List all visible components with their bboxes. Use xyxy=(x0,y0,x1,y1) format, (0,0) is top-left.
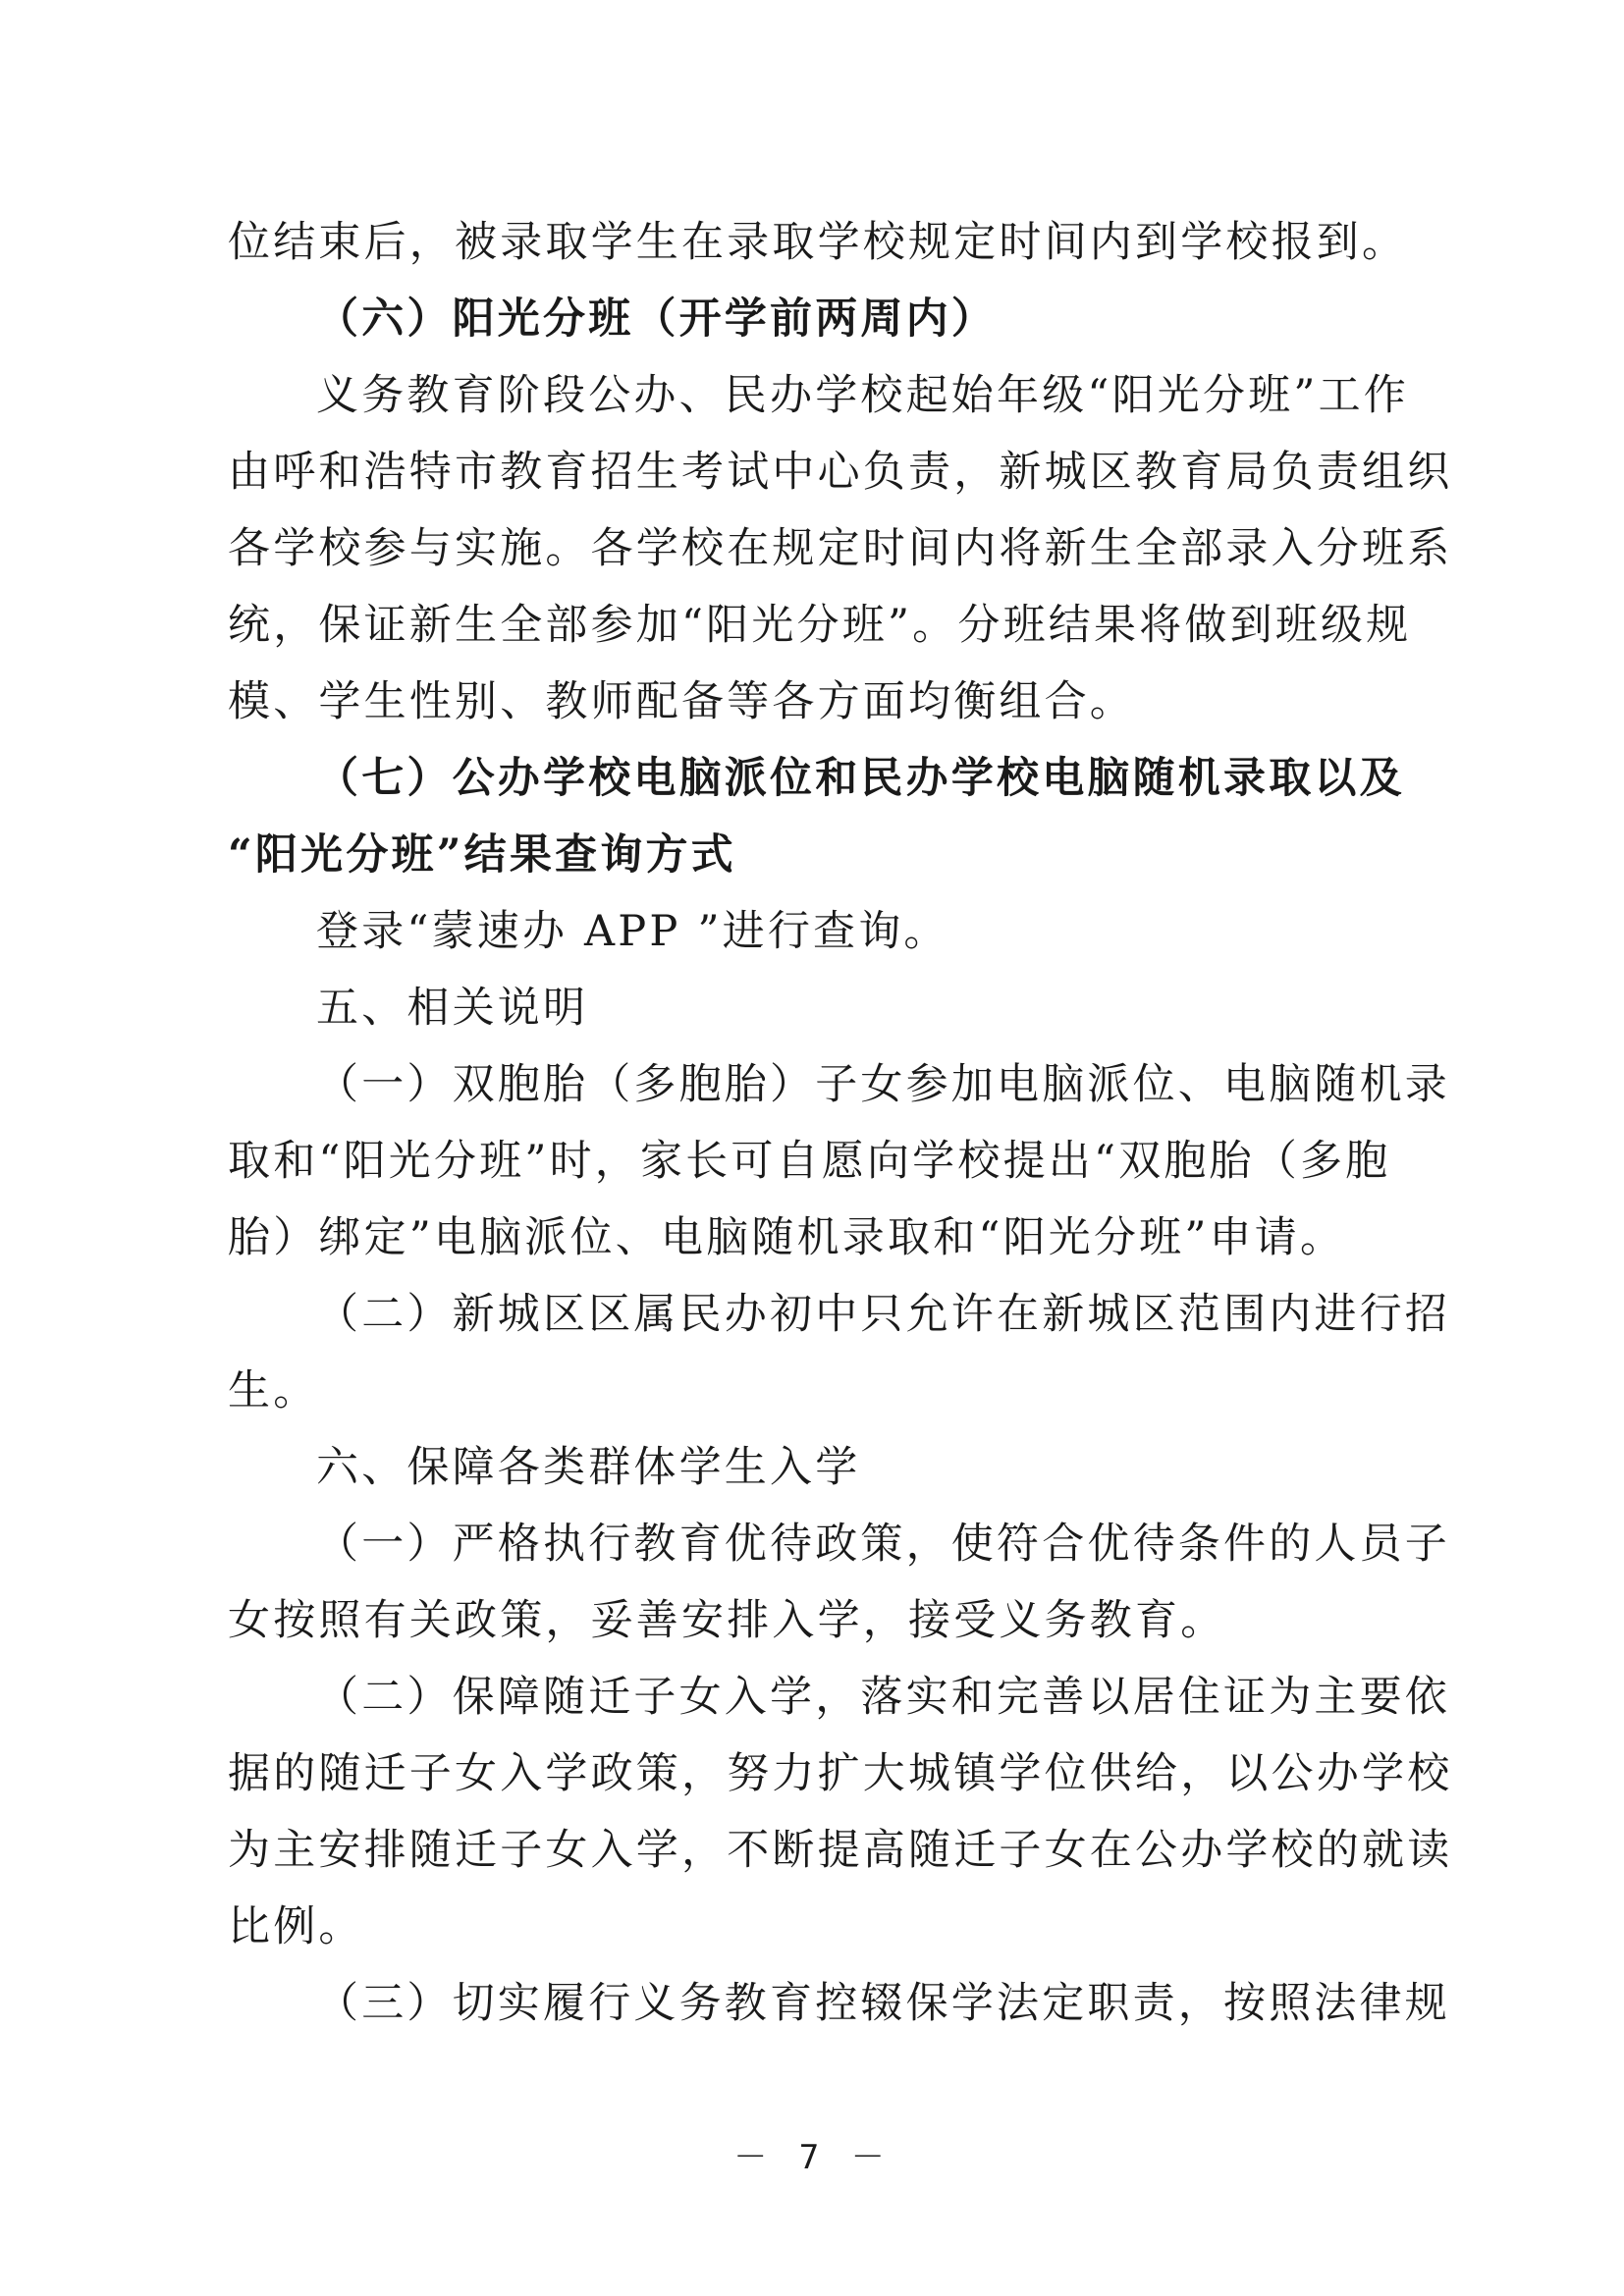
paragraph-line: 女按照有关政策，妥善安排入学，接受义务教育。 xyxy=(228,1596,1226,1645)
paragraph-line: 比例。 xyxy=(228,1902,364,1951)
paragraph-line: 生。 xyxy=(228,1366,319,1415)
paragraph-line: 取和“阳光分班”时，家长可自愿向学校提出“双胞胎（多胞 xyxy=(228,1137,1391,1186)
section-heading-sunshine-class: （六）阳光分班（开学前两周内） xyxy=(316,294,997,344)
paragraph-line: 各学校参与实施。各学校在规定时间内将新生全部录入分班系 xyxy=(228,524,1453,573)
paragraph-line: 义务教育阶段公办、民办学校起始年级“阳光分班”工作 xyxy=(316,371,1409,420)
section-heading-result-query: （七）公办学校电脑派位和民办学校电脑随机录取以及 xyxy=(316,754,1405,803)
paragraph-line: （二）新城区区属民办初中只允许在新城区范围内进行招 xyxy=(316,1290,1450,1339)
chapter-heading-enrollment-guarantee: 六、保障各类群体学生入学 xyxy=(316,1443,861,1492)
section-heading-result-query-cont: “阳光分班”结果查询方式 xyxy=(228,830,736,880)
paragraph-line: 胎）绑定”电脑派位、电脑随机录取和“阳光分班”申请。 xyxy=(228,1213,1346,1262)
paragraph-line: 位结束后，被录取学生在录取学校规定时间内到学校报到。 xyxy=(228,218,1408,267)
paragraph-line: （一）双胞胎（多胞胎）子女参加电脑派位、电脑随机录 xyxy=(316,1060,1450,1109)
paragraph-line: （三）切实履行义务教育控辍保学法定职责，按照法律规 xyxy=(316,1979,1450,2028)
paragraph-line: （一）严格执行教育优待政策，使符合优待条件的人员子 xyxy=(316,1520,1450,1569)
paragraph-line: 统，保证新生全部参加“阳光分班”。分班结果将做到班级规 xyxy=(228,601,1412,650)
document-body xyxy=(228,204,1453,2042)
paragraph-line: 由呼和浩特市教育招生考试中心负责，新城区教育局负责组织 xyxy=(228,448,1453,497)
paragraph-line: 为主安排随迁子女入学，不断提高随迁子女在公办学校的就读 xyxy=(228,1826,1453,1875)
paragraph-line: （二）保障随迁子女入学，落实和完善以居住证为主要依 xyxy=(316,1673,1450,1722)
page-number: － 7 － xyxy=(733,2138,891,2177)
chapter-heading-related-notes: 五、相关说明 xyxy=(316,984,589,1033)
paragraph-line: 模、学生性别、教师配备等各方面均衡组合。 xyxy=(228,677,1135,726)
paragraph-line: 据的随迁子女入学政策，努力扩大城镇学位供给，以公办学校 xyxy=(228,1749,1453,1798)
paragraph-line: 登录“蒙速办 APP ”进行查询。 xyxy=(316,907,949,956)
